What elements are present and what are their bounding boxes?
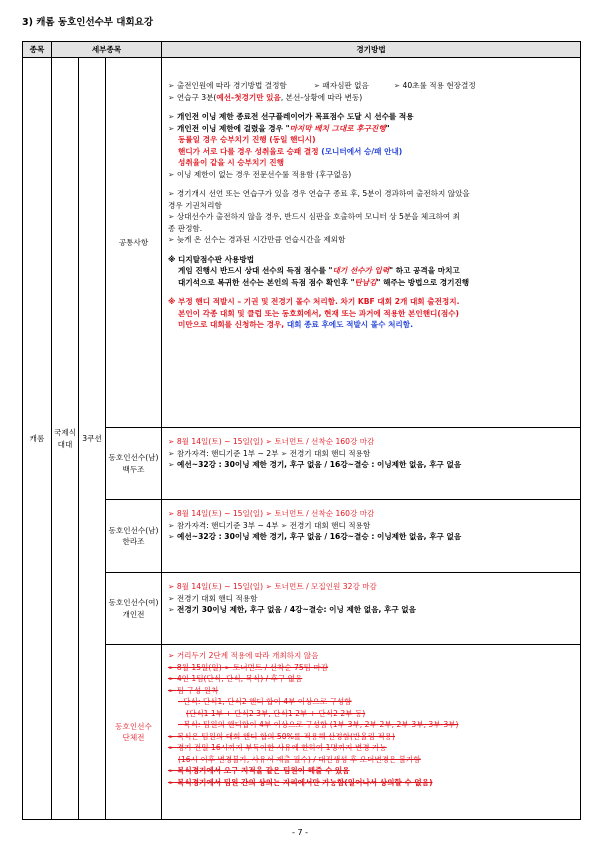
table-header-row bbox=[23, 42, 581, 58]
arrow-icon: ➢ bbox=[168, 81, 175, 90]
list-item: ➢ 상대선수가 출전하지 않을 경우, 반드시 심판을 호출하여 모니터 상 5분을 체크하여 최 bbox=[168, 212, 461, 221]
common-label: 공통사항 bbox=[106, 58, 162, 428]
list-item: - 단식: 단식1, 단식2 핸디 합이 4부 이상으로 구성함 bbox=[178, 697, 352, 706]
team-content bbox=[162, 645, 581, 820]
arrow-icon: ➢ bbox=[168, 437, 175, 446]
list-item: ➢ 예선~32강 : 30이닝 제한 경기, 후구 없음 / 16강~결승 : 이닝제한 없음, 후구 없음 bbox=[168, 460, 462, 469]
arrow-icon: ➢ bbox=[168, 777, 175, 787]
subcategory-cell: 국제식 대대 bbox=[52, 58, 79, 820]
arrow-icon: ➢ bbox=[224, 662, 231, 672]
arrow-icon: ➢ bbox=[168, 605, 175, 614]
table-row-women bbox=[23, 573, 581, 645]
list-item: ➢ 경기개시 선언 또는 연습구가 있을 경우 연습구 종료 후, 5분이 경과하여 출전하지 않았을 bbox=[168, 189, 470, 198]
arrow-icon: ➢ bbox=[168, 112, 175, 121]
list-item: ➢ 이닝 제한이 없는 경우 전문선수룰 적용함 (후구없음) bbox=[168, 169, 352, 179]
list-item: 대기석으로 복귀한 선수는 본인의 득점 점수 확인후 "탄남김" 해주는 방법으로 경기진행 bbox=[178, 277, 470, 287]
list-item: ➢ 경기 전일 16시까지 부득이한 사유에 한하여 1명까지 변경 가능 bbox=[168, 743, 387, 752]
halla-label: 동호인선수(남) 한라조 bbox=[106, 500, 162, 573]
list-item: ➢ 출전인원에 따라 경기방법 결정함 ➢ 패자심판 없음 ➢ 40초룰 적용 현장결정 bbox=[168, 81, 476, 90]
list-item: ➢ 전경기 대회 핸디 적용함 bbox=[168, 593, 258, 603]
list-item: ➢ 팀 구성 원칙 bbox=[168, 685, 219, 695]
common-content bbox=[162, 58, 581, 428]
arrow-icon: ➢ bbox=[168, 460, 175, 469]
women-content bbox=[162, 573, 581, 645]
list-item: ➢ 8월 14일(토) ~ 15일(일) ➢ 토너먼트 / 선착순 160강 마감 bbox=[168, 509, 375, 518]
arrow-icon: ➢ bbox=[168, 731, 175, 741]
arrow-icon: ➢ bbox=[265, 437, 272, 446]
cushion-cell: 3쿠션 bbox=[79, 58, 106, 820]
arrow-icon: ➢ bbox=[168, 662, 175, 672]
list-item: 성취율이 같을 시 승부치기 진행 bbox=[178, 158, 284, 167]
list-item: - 복식: 팀원의 핸디합이 4부 이상으로 구성함 (1부-3부, 2부-2부, 2부-3부, 3부-3부) bbox=[178, 720, 459, 729]
arrow-icon: ➢ bbox=[168, 123, 175, 133]
list-item: ➢ 8월 14일(토) ~ 15일(일) ➢ 토너먼트 / 선착순 160강 마감 bbox=[168, 437, 375, 446]
list-item: (단식1 1부 + 단식2 3부, 단식1 2부 + 단식2 2부 등) bbox=[186, 708, 366, 718]
table-row-backdu bbox=[23, 428, 581, 500]
arrow-icon: ➢ bbox=[280, 520, 288, 530]
table-row-team bbox=[23, 645, 581, 820]
list-item: ➢ 4인 1팀(단식, 단식, 복식) / 후구 없음 bbox=[168, 674, 303, 683]
arrow-icon: ➢ bbox=[168, 169, 175, 179]
team-label: 동호인선수 단체전 bbox=[106, 645, 162, 820]
list-item: ➢ 늦게 온 선수는 경과된 시간만큼 연습시간을 제외함 bbox=[168, 235, 346, 244]
header-subcategory: 세부종목 bbox=[52, 42, 162, 58]
arrow-icon: ➢ bbox=[313, 81, 320, 90]
header-sport: 종목 bbox=[23, 42, 52, 58]
backdu-content bbox=[162, 428, 581, 500]
list-item: 본인이 각종 대회 및 클럽 또는 동호회에서, 현재 또는 과거에 적용한 본인핸디(점수) bbox=[178, 308, 459, 318]
list-item: ➢ 참가자격: 핸디기준 3부 ~ 4부 ➢ 전경기 대회 핸디 적용함 bbox=[168, 520, 371, 530]
arrow-icon: ➢ bbox=[168, 520, 175, 530]
list-item: (16시 이후 변경불가, 사유서 제출 필수) / 대진생성 후 오더변경은 불가함 bbox=[178, 754, 421, 764]
arrow-icon: ➢ bbox=[168, 743, 175, 752]
list-item: ➢ 예선~32강 : 30이닝 제한 경기, 후구 없음 / 16강~결승 : 이닝제한 없음, 후구 없음 bbox=[168, 532, 462, 541]
list-item: 경우 기권처리함 bbox=[168, 200, 222, 210]
arrow-icon: ➢ bbox=[168, 189, 175, 198]
list-item: ➢ 연습구 3분(예선-첫경기만 있음, 본선-상황에 따라 변동) bbox=[168, 92, 363, 102]
list-item: ➢ 복식은 팀원의 대회 핸디 합의 50%를 적용해 산정함(반올림 적용) bbox=[168, 731, 395, 741]
sport-cell: 캐롬 bbox=[23, 58, 52, 820]
arrow-icon: ➢ bbox=[168, 92, 175, 102]
women-label: 동호인선수(여) 개인전 bbox=[106, 573, 162, 645]
arrow-icon: ➢ bbox=[168, 651, 175, 660]
arrow-icon: ➢ bbox=[168, 582, 175, 591]
competition-rules-table bbox=[22, 41, 581, 820]
list-item: ➢ 개인전 이닝 제한에 걸렸을 경우 "마지막 배치 그대로 후구진행" bbox=[168, 123, 390, 133]
arrow-icon: ➢ bbox=[168, 235, 175, 244]
list-item: ➢ 8월 15일(일) ➢ 토너먼트 / 선착순 75팀 마감 bbox=[168, 662, 329, 672]
list-item: 동률일 경우 승부치기 진행 (동일 핸디시) bbox=[178, 135, 316, 144]
list-item: 핸디가 서로 다를 경우 성취율로 승패 결정 (모니터에서 승/패 안내) bbox=[178, 146, 403, 156]
list-item: ➢ 8월 14일(토) ~ 15일(일) ➢ 토너먼트 / 모집인원 32강 마감 bbox=[168, 582, 377, 591]
arrow-icon: ➢ bbox=[168, 593, 175, 603]
arrow-icon: ➢ bbox=[168, 509, 175, 518]
list-item: ➢ 복식경기에서 오구 지적을 같은 팀원이 해줄 수 있음 bbox=[168, 766, 350, 775]
list-item: ➢ 개인전 이닝 제한 종료전 선구플레이어가 목표점수 도달 시 선수를 적용 bbox=[168, 112, 414, 121]
arrow-icon: ➢ bbox=[265, 582, 272, 591]
halla-content bbox=[162, 500, 581, 573]
arrow-icon: ➢ bbox=[168, 674, 175, 683]
list-item: ※ 부정 핸디 적발시 – 기권 및 전경기 몰수 처리함. 차기 KBF 대회 2개 대회 출전정지. bbox=[168, 297, 460, 306]
arrow-icon: ➢ bbox=[280, 448, 288, 458]
list-item: ➢ 복식경기에서 팀원 간의 상의는 자리에서만 가능함(일어나서 상의할 수 없음) bbox=[168, 777, 433, 787]
list-item: ➢ 전경기 30이닝 제한, 후구 없음 / 4강~결승: 이닝 제한 없음, 후구 없음 bbox=[168, 605, 416, 614]
list-item: ※ 디지탈점수판 사용방법 bbox=[168, 254, 255, 264]
list-item: ➢ 참가자격: 핸디기준 1부 ~ 2부 ➢ 전경기 대회 핸디 적용함 bbox=[168, 448, 371, 458]
arrow-icon: ➢ bbox=[393, 81, 401, 90]
list-item: 종 판정함. bbox=[168, 223, 203, 233]
table-row-halla bbox=[23, 500, 581, 573]
arrow-icon: ➢ bbox=[265, 509, 272, 518]
table-row-common bbox=[23, 58, 581, 428]
arrow-icon: ➢ bbox=[168, 685, 175, 695]
arrow-icon: ➢ bbox=[168, 532, 175, 541]
list-item: 미만으로 대회를 신청하는 경우, 대회 종료 후에도 적발시 몰수 처리함. bbox=[178, 320, 413, 329]
section-heading: 3) 캐롬 동호인선수부 대회요강 bbox=[22, 17, 153, 28]
arrow-icon: ➢ bbox=[168, 212, 175, 221]
arrow-icon: ➢ bbox=[168, 766, 175, 775]
arrow-icon: ➢ bbox=[168, 448, 175, 458]
backdu-label: 동호인선수(남) 백두조 bbox=[106, 428, 162, 500]
page-number: - 7 - bbox=[292, 828, 308, 837]
list-item: 게임 진행시 반드시 상대 선수의 득점 점수를 "대기 선수가 입력" 하고 공격을 마치고 bbox=[178, 266, 460, 275]
header-method: 경기방법 bbox=[162, 42, 581, 58]
list-item: ➢ 거리두기 2단계 적용에 따라 개최하지 않음 bbox=[168, 651, 319, 660]
